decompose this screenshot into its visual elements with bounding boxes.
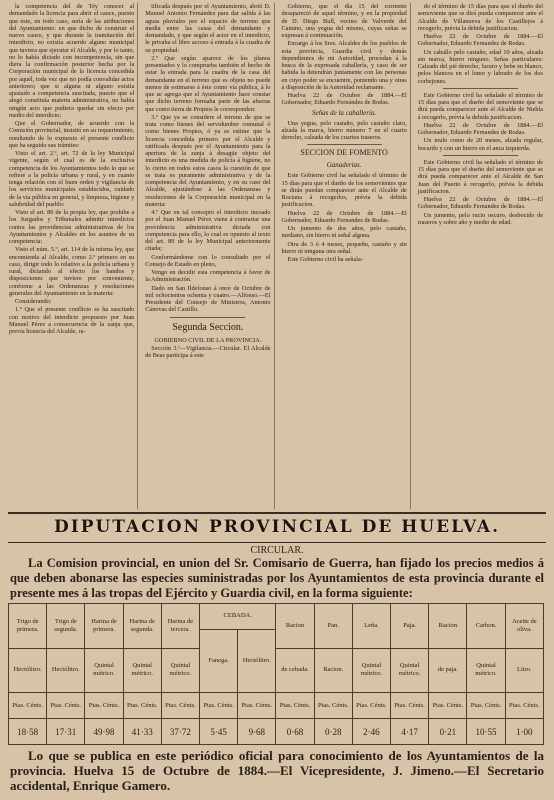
paragraph: Un jumento de dos años, pelo castaño, mediano, sin hierro ni señal alguna. [281,225,407,240]
paragraph: Huelva 22 de Octubre de 1884.—El Gobernador, Eduardo Fernandez de Rodas. [417,121,543,136]
currency-cell: Ptas. Cénts. [9,693,47,719]
paragraph: Huelva 22 de Octubre de 1884.—El Gobernador, Eduardo Fernández de Rodas. [281,92,407,107]
circular-label: CIRCULAR. [250,545,304,556]
paragraph: Un mulo como de 20 meses, alzada regular, bocardo y con un hierro en el anca izquierda. [417,137,543,152]
section-rule [170,317,245,318]
closing-paragraph: Lo que se publica en este periódico oficial para conocimiento de los Ayuntamientos de la provincia. Huelva 15 de Octubre de 1884.—El Vicepresidente, J. Jimeno.—El Secretario accidental, Enrique Gamero. [10,748,544,793]
currency-cell: Ptas. Cénts. [123,693,161,719]
col-header: Fanega. [200,629,238,692]
currency-cell: Ptas. Cénts. [161,693,199,719]
cebada-group-header: CEBADA. [200,604,276,630]
centered-line: GOBIERNO CIVIL DE LA PROVINCIA. [154,336,262,344]
currency-cell: Ptas. Cénts. [200,693,238,719]
col-header: Harina de tercera. [161,604,199,649]
diputacion-banner [8,512,546,543]
subheading: Señas de la caballería. [312,108,377,117]
paragraph: Este Gobierno civil ha señalado el término de 15 días para que el dueño del semoviente que se dirá pueda comparecer ante el Alcalde de San Juan del Puerto á recogerlo, prévia la debida justificacion. [417,158,543,195]
unit-cell: Hectólitro. [9,648,47,693]
price-value: 17·31 [47,719,85,745]
currency-cell: Ptas. Cénts. [467,693,505,719]
unit-cell: Quintal métrico. [352,648,390,693]
currency-cell: Ptas. Cénts. [276,693,314,719]
col-header: Racion [429,604,467,649]
unit-cell: Quintal métrico. [161,648,199,693]
column-4 [415,3,546,509]
paragraph: Gobierno, que el día 15 del corriente desapareció de aquel término, y en la propiedad de D. Diego Bull, vecino de Valverde del Camino, una yegua del mismo, cuyas señas se expresan á continuación. [281,3,407,39]
text-columns [6,3,546,509]
price-value: 0·68 [276,719,314,745]
unit-cell: Quintal métrico. [85,648,123,693]
col-header: Trigo de segunda. [47,604,85,649]
unit-row [9,648,544,693]
currency-cell: Ptas. Cénts. [352,693,390,719]
paragraph: Sección 3.ª—Vigilancia.—Circular. El Alcalde de Beas participa á este [145,344,271,359]
unit-cell: Quintal métrico. [467,648,505,693]
price-value: 4·17 [391,719,429,745]
paragraph: Huelva 22 de Octubre de 1884.—El Gobernador, Eduardo Fernandez de Rodas. [417,196,543,211]
col-header: Harina de segunda. [123,604,161,649]
col-header: Pan. [314,604,352,649]
banner-title: DIPUTACION PROVINCIAL DE HUELVA. [54,517,500,537]
currency-cell: Ptas. Cénts. [47,693,85,719]
paragraph: la competencia del de Téy conocer al demandado la licencia para abrir el cauce, puesto que este, en todo caso, sería de las atribuciones del Ayuntamiento: en que dicho de construir el nuevo cauce, y que durante la tramitación del interdicto, no existía acuerdo alguno municipal que tuviera que ejecutar el Alcalde, y por lo tanto, no lo había dictado con incompetencia, sin que diera la confirmación posterior hecha por la Corporación municipal de la licencia concedida por aquél, toda vez que no podía convalidar actos anteriores; que si alguna ni alguno existía ajustado a competencia suscitada, puesto que el alegó constituía materia administrativa, no había ningún acto que pudiera quedar sin efecto por medio del interdicto; [9,3,135,119]
col-header: Trigo de primera. [9,604,47,649]
column-3 [279,3,411,509]
price-value: 41·33 [123,719,161,745]
paragraph: Un caballo pelo castaño, edad 10 años, alzada sin marca, hierro ninguno. Señas particulares: Calzado del pié derecho, lucero y bebe en blanco, pelos blancos en el lomo y labrado de los dos corbejones. [417,48,543,85]
price-value: 1·00 [505,719,543,745]
header-row [9,604,544,630]
unit-cell: Quintal métrico. [123,648,161,693]
price-value: 10·55 [467,719,505,745]
col-header: Paja. [391,604,429,649]
section-rule [307,144,382,145]
unit-cell: Litro. [505,648,543,693]
paragraph: Huelva 22 de Octubre de 1884.—El Gobernador, Eduardo Fernandez de Rodas. [417,33,543,48]
section-rule [443,88,518,89]
column-1 [6,3,138,509]
paragraph: Una yegua, pelo castaño, pelo castaño claro, alzada la marca, hierro número 7 en el cuarto derecho, calzada de los cuartos traseros. [281,119,407,141]
price-value: 0·21 [429,719,467,745]
col-header: Harina de primera. [85,604,123,649]
paragraph: 3.º Que ya se considere el terreno de que se trata como bienes del servidumbre comunal ó como bienes Propios, ó ya se estime que la licencia concedida primero por el Alcalde y ratificada después por el Ayuntamiento para la apertura de la zanja á desagüe objeto del interdicto es una medida de policía á higiene, no lo cierto en todos estos casos la cuestión de que se trata es puramente administrativa y de la competencia del Ayuntamiento, y en su caso del Alcalde, ajustándose á las Ordenanzas y resoluciones de la Corporación municipal en la materia: [145,113,271,208]
paragraph: Conformándome con lo consultado por el Consejo de Estado en pleno, [145,253,271,268]
section-rule [443,155,518,156]
subheading: Ganaderias. [326,161,362,170]
paragraph: Este Gobierno civil ha señalado el término de 15 días para que el dueño de los semovientes que se dirán puedan comparecer ante el Alcalde de Rociana á recogerlos, prévia la debida justificacion. [281,172,407,209]
paragraph: 4.º Que en tal concepto el interdicto incoado por el Juan Manuel Pérez viene á contrariar una providencia administrativa dictada con competencia para ello, lo cual es opuesto al texto del art. 89 de la ley Municipal anteriormente citada; [145,209,271,253]
unit-cell: Racion. [314,648,352,693]
paragraph: Encargo á los Sres. Alcaldes de los pueblos de esta provincia, Guardia civil y demás dependientes de mi Autoridad, procedan á la busca de la expresada caballería, y caso de ser habida la detendrán juntamente con las personas en cuyo poder se encuentre, poniendo una y otras á disposición de la Autoridad reclamante. [281,40,407,91]
paragraph: Este Gobierno civil ha señalado el término de 15 días para que el dueño del semoviente que se dirá pueda comparecer ante el Alcalde de Niebla á recogerlo, prévia la debida justificacion. [417,91,543,121]
col-header: Hectólitro. [238,629,276,692]
paragraph: 2.º Que según aparece de los planos presentados y lo comprueba también el hecho de estar la entrada para la cuadra de la casa del demandante en el terreno que es objeto no puede menos de estimarse á éste como vía pública, á lo que se agrega que el Ayuntamiento hace constar que dicho terreno formaba parte de las afueras que como tierra de Propios le corresponden: [145,54,271,113]
currency-cell: Ptas. Cénts. [505,693,543,719]
paragraph: do el término de 15 días para que el dueño del semoviente que se dirá pueda comparecer ante el Alcalde de Villanueva de los Castillejos á recogerlo, prévia la debida justificacion. [417,3,543,32]
currency-cell: Ptas. Cénts. [238,693,276,719]
price-value: 2·46 [352,719,390,745]
unit-cell: de cebada. [276,648,314,693]
section-heading: Segunda Seccion. [172,321,244,333]
paragraph: Visto el art. 80 de la propia ley, que prohibe a los Juzgados y Tribunales admitir interdictos contra las providencias administrativas de los Ayuntamientos y Alcaldes en los asuntos de su competencia: [9,209,135,245]
col-header: Carbon. [467,604,505,649]
col-header: Leña. [352,604,390,649]
currency-cell: Ptas. Cénts. [314,693,352,719]
paragraph: Huelva 22 de Octubre de 1884.—El Gobernador, Eduardo Fernandez de Rodas. [281,209,407,224]
paragraph: Visto el art. 2.º, art. 72 de la ley Municipal vigente, según el cual es de la exclusiva competencia de los Ayuntamientos todo lo que se refiere a la policía urbana y rural, y en cuanto tenga relación con el buen orden y vigilancia de los servicios municipales establecidos, cuidado de la vía pública en general, y limpieza, higiene y salubridad del pueblo: [9,150,135,208]
paragraph: Este Gobierno civil ha señala- [287,256,363,263]
price-value: 5·45 [200,719,238,745]
unit-cell: de paja. [429,648,467,693]
paragraph: Visto el núm. 5.º, art. 114 de la misma ley, que encomienda al Alcalde, como 2.º primero en su caso, dirigir todo lo relativo a la policía urbana y rural, dictando al efecto los bandos y disposiciones que tuviere por conveniente, conforme a las Ordenanzas y resoluciones generales del Ayuntamiento en la materia: [9,246,135,297]
paragraph: Otra de 3 ó 4 meses, pequeño, castaño y sin hierro ni ninguna otra señal. [281,240,407,255]
paragraph: 1.º Que el presente conflicto se ha suscitado con motivo del interdicto propuesto por Juan Manuel Pérez a consecuencia de la zanja que, previa licencia del Alcalde, ra- [9,306,135,335]
paragraph: Vengo en decidir esta competencia á favor de la Administración. [145,269,271,284]
paragraph: Considerando: [15,298,52,305]
currency-cell: Ptas. Cénts. [429,693,467,719]
paragraph: Dado en San Ildefonso á once de Octubre de mil ochocientos ochenta y cuatro.—Alfonso.—El Presidente del Consejo de Ministros, Antonio Cánovas del Castillo. [145,284,271,314]
price-value: 18·58 [9,719,47,745]
currency-cell: Ptas. Cénts. [391,693,429,719]
unit-cell: Hectólitro. [47,648,85,693]
circular-intro: La Comision provincial, en union del Sr. Comisario de Guerra, han fijado los precios medios á que deben abonarse las especies suministradas por los Ayuntamientos de esta provincia durante el presente mes á las tropas del Ejército y Guardia civil, en la forma siguiente: [10,556,544,600]
currency-row [9,693,544,719]
currency-cell: Ptas. Cénts. [85,693,123,719]
col-header: Aceite de oliva. [505,604,543,649]
prices-table [8,603,544,745]
paragraph: Un jumento, pelo rucio oscuro, desbocido de traseros y sobre año y medio de edad. [417,211,543,226]
paragraph: tificada después por el Ayuntamiento, abrió D. Manuel Antonio Fernández para dar salida á las aguas pluviales por el espacio de terreno que media entre las casas del demandante y demandado, y que según el actor en el interdicto, le privaba el libre acceso á entrada á la cuadra de su propiedad: [145,3,271,54]
col-header: Racion [276,604,314,649]
section-heading: SECCION DE FOMENTO [300,148,388,158]
prices-table-wrap [8,603,544,745]
paragraph: Que el Gobernador, de acuerdo con la Comisión provincial, insistió en su requerimiento, resultando de lo expuesto el presente conflicto que ha seguido sus trámites: [9,120,135,149]
price-value: 9·68 [238,719,276,745]
column-2 [142,3,274,509]
unit-cell: Quintal métrico. [391,648,429,693]
value-row [9,719,544,745]
price-value: 37·72 [161,719,199,745]
price-value: 49·98 [85,719,123,745]
price-value: 0·28 [314,719,352,745]
